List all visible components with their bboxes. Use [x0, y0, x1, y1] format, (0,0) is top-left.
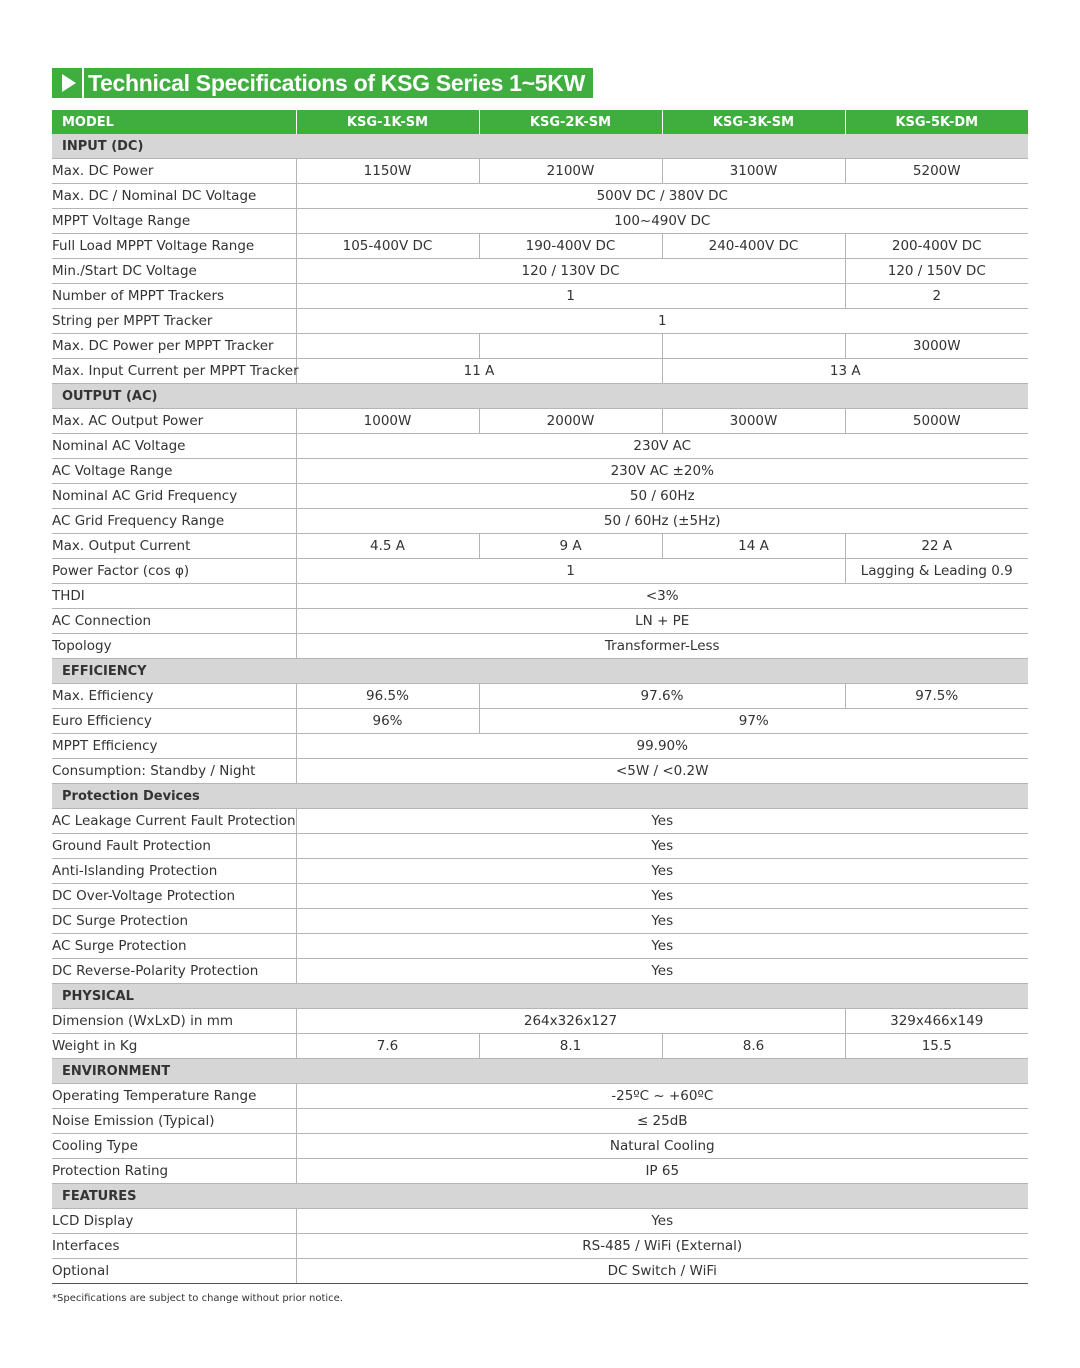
- spec-label: AC Voltage Range: [52, 459, 296, 484]
- table-row: [52, 884, 1028, 909]
- spec-label: Ground Fault Protection: [52, 834, 296, 859]
- spec-value: 3000W: [845, 334, 1028, 359]
- spec-label: AC Surge Protection: [52, 934, 296, 959]
- spec-value: Yes: [296, 1209, 1028, 1234]
- spec-label: Power Factor (cos φ): [52, 559, 296, 584]
- spec-value: Yes: [296, 859, 1028, 884]
- spec-label: LCD Display: [52, 1209, 296, 1234]
- spec-value: Lagging & Leading 0.9: [845, 559, 1028, 584]
- spec-value: 9 A: [479, 534, 662, 559]
- spec-value: 8.1: [479, 1034, 662, 1059]
- spec-label: Max. Efficiency: [52, 684, 296, 709]
- table-row: [52, 434, 1028, 459]
- spec-label: Euro Efficiency: [52, 709, 296, 734]
- table-row: [52, 459, 1028, 484]
- spec-value: Yes: [296, 834, 1028, 859]
- spec-value: ≤ 25dB: [296, 1109, 1028, 1134]
- table-row: [52, 734, 1028, 759]
- section-title: FEATURES: [52, 1184, 1028, 1209]
- spec-label: Nominal AC Voltage: [52, 434, 296, 459]
- table-row: [52, 184, 1028, 209]
- spec-value: 96%: [296, 709, 479, 734]
- spec-label: DC Surge Protection: [52, 909, 296, 934]
- spec-value: 5000W: [845, 409, 1028, 434]
- table-row: [52, 584, 1028, 609]
- spec-value: 97.5%: [845, 684, 1028, 709]
- table-row: [52, 334, 1028, 359]
- model-column-header: KSG-5K-DM: [845, 110, 1028, 134]
- spec-value: 50 / 60Hz: [296, 484, 1028, 509]
- spec-value: 2: [845, 284, 1028, 309]
- section-header-row: [52, 384, 1028, 409]
- spec-label: Max. Input Current per MPPT Tracker: [52, 359, 296, 384]
- spec-value: 1000W: [296, 409, 479, 434]
- spec-label: Min./Start DC Voltage: [52, 259, 296, 284]
- spec-value: 264x326x127: [296, 1009, 845, 1034]
- spec-value: 97.6%: [479, 684, 845, 709]
- section-title: Protection Devices: [52, 784, 1028, 809]
- spec-value: 105-400V DC: [296, 234, 479, 259]
- spec-value: 120 / 150V DC: [845, 259, 1028, 284]
- footnote: *Specifications are subject to change without prior notice.: [52, 1293, 343, 1304]
- spec-label: Number of MPPT Trackers: [52, 284, 296, 309]
- table-row: [52, 609, 1028, 634]
- spec-value: RS-485 / WiFi (External): [296, 1234, 1028, 1259]
- spec-value: 190-400V DC: [479, 234, 662, 259]
- spec-value: 11 A: [296, 359, 662, 384]
- table-row: [52, 1159, 1028, 1184]
- model-column-header: KSG-1K-SM: [296, 110, 479, 134]
- table-row: [52, 409, 1028, 434]
- spec-value: 329x466x149: [845, 1009, 1028, 1034]
- spec-value: 500V DC / 380V DC: [296, 184, 1028, 209]
- table-row: [52, 634, 1028, 659]
- table-row: [52, 859, 1028, 884]
- table-row: [52, 1259, 1028, 1284]
- table-row: [52, 209, 1028, 234]
- table-row: [52, 1084, 1028, 1109]
- table-row: [52, 959, 1028, 984]
- spec-value: IP 65: [296, 1159, 1028, 1184]
- spec-value: 4.5 A: [296, 534, 479, 559]
- table-row: [52, 684, 1028, 709]
- spec-label: Dimension (WxLxD) in mm: [52, 1009, 296, 1034]
- spec-value: 5200W: [845, 159, 1028, 184]
- spec-value: Yes: [296, 934, 1028, 959]
- spec-value: 230V AC: [296, 434, 1028, 459]
- spec-label: Cooling Type: [52, 1134, 296, 1159]
- table-row: [52, 759, 1028, 784]
- spec-value: Natural Cooling: [296, 1134, 1028, 1159]
- table-row: [52, 1134, 1028, 1159]
- spec-label: Consumption: Standby / Night: [52, 759, 296, 784]
- spec-value: 13 A: [662, 359, 1028, 384]
- section-header-row: [52, 1184, 1028, 1209]
- spec-label: Interfaces: [52, 1234, 296, 1259]
- model-column-header: KSG-3K-SM: [662, 110, 845, 134]
- table-row: [52, 709, 1028, 734]
- spec-label: AC Grid Frequency Range: [52, 509, 296, 534]
- table-row: [52, 809, 1028, 834]
- spec-value: [662, 334, 845, 359]
- spec-value: 3000W: [662, 409, 845, 434]
- spec-label: Max. DC Power: [52, 159, 296, 184]
- spec-value: <3%: [296, 584, 1028, 609]
- spec-value: 96.5%: [296, 684, 479, 709]
- spec-label: MPPT Voltage Range: [52, 209, 296, 234]
- section-title: INPUT (DC): [52, 134, 1028, 159]
- spec-label: String per MPPT Tracker: [52, 309, 296, 334]
- spec-value: [479, 334, 662, 359]
- table-row: [52, 1109, 1028, 1134]
- spec-value: Transformer-Less: [296, 634, 1028, 659]
- table-row: [52, 159, 1028, 184]
- spec-label: Topology: [52, 634, 296, 659]
- spec-value: 100~490V DC: [296, 209, 1028, 234]
- model-column-header: KSG-2K-SM: [479, 110, 662, 134]
- spec-value: Yes: [296, 909, 1028, 934]
- table-row: [52, 1234, 1028, 1259]
- section-title: OUTPUT (AC): [52, 384, 1028, 409]
- table-row: [52, 309, 1028, 334]
- spec-label: Operating Temperature Range: [52, 1084, 296, 1109]
- section-header-row: [52, 1059, 1028, 1084]
- section-title: PHYSICAL: [52, 984, 1028, 1009]
- table-row: [52, 284, 1028, 309]
- page-title: [52, 68, 593, 98]
- table-row: [52, 934, 1028, 959]
- section-title: EFFICIENCY: [52, 659, 1028, 684]
- spec-label: Full Load MPPT Voltage Range: [52, 234, 296, 259]
- table-header-row: [52, 110, 1028, 134]
- spec-label: Max. DC Power per MPPT Tracker: [52, 334, 296, 359]
- spec-label: Max. Output Current: [52, 534, 296, 559]
- spec-label: Optional: [52, 1259, 296, 1284]
- spec-value: [296, 334, 479, 359]
- spec-value: -25ºC ~ +60ºC: [296, 1084, 1028, 1109]
- table-row: [52, 534, 1028, 559]
- table-row: [52, 509, 1028, 534]
- spec-label: AC Leakage Current Fault Protection: [52, 809, 296, 834]
- spec-label: Noise Emission (Typical): [52, 1109, 296, 1134]
- spec-value: 240-400V DC: [662, 234, 845, 259]
- spec-label: MPPT Efficiency: [52, 734, 296, 759]
- section-header-row: [52, 659, 1028, 684]
- table-row: [52, 1034, 1028, 1059]
- spec-value: Yes: [296, 959, 1028, 984]
- spec-value: 97%: [479, 709, 1028, 734]
- section-header-row: [52, 984, 1028, 1009]
- spec-value: 7.6: [296, 1034, 479, 1059]
- spec-label: AC Connection: [52, 609, 296, 634]
- spec-value: 99.90%: [296, 734, 1028, 759]
- model-header: MODEL: [52, 110, 296, 134]
- spec-value: Yes: [296, 809, 1028, 834]
- spec-value: 1: [296, 284, 845, 309]
- spec-value: 230V AC ±20%: [296, 459, 1028, 484]
- table-row: [52, 234, 1028, 259]
- spec-label: Protection Rating: [52, 1159, 296, 1184]
- spec-value: 200-400V DC: [845, 234, 1028, 259]
- table-row: [52, 484, 1028, 509]
- spec-value: 22 A: [845, 534, 1028, 559]
- table-row: [52, 1009, 1028, 1034]
- spec-value: 1: [296, 559, 845, 584]
- spec-label: DC Over-Voltage Protection: [52, 884, 296, 909]
- section-header-row: [52, 784, 1028, 809]
- spec-value: <5W / <0.2W: [296, 759, 1028, 784]
- spec-value: 120 / 130V DC: [296, 259, 845, 284]
- spec-value: 3100W: [662, 159, 845, 184]
- section-header-row: [52, 134, 1028, 159]
- table-row: [52, 559, 1028, 584]
- spec-value: DC Switch / WiFi: [296, 1259, 1028, 1284]
- spec-value: LN + PE: [296, 609, 1028, 634]
- spec-value: 8.6: [662, 1034, 845, 1059]
- spec-label: DC Reverse-Polarity Protection: [52, 959, 296, 984]
- spec-label: Anti-Islanding Protection: [52, 859, 296, 884]
- spec-label: THDI: [52, 584, 296, 609]
- spec-value: 1150W: [296, 159, 479, 184]
- table-row: [52, 1209, 1028, 1234]
- spec-table-body: [52, 134, 1028, 1284]
- spec-value: 15.5: [845, 1034, 1028, 1059]
- table-row: [52, 834, 1028, 859]
- table-row: [52, 909, 1028, 934]
- spec-table: [52, 110, 1028, 1284]
- spec-value: Yes: [296, 884, 1028, 909]
- play-arrow-icon: [52, 68, 82, 98]
- spec-value: 1: [296, 309, 1028, 334]
- table-row: [52, 259, 1028, 284]
- spec-value: 2100W: [479, 159, 662, 184]
- table-row: [52, 359, 1028, 384]
- title-text: Technical Specifications of KSG Series 1~5KW: [84, 68, 593, 98]
- section-title: ENVIRONMENT: [52, 1059, 1028, 1084]
- spec-value: 14 A: [662, 534, 845, 559]
- spec-label: Max. DC / Nominal DC Voltage: [52, 184, 296, 209]
- spec-value: 50 / 60Hz (±5Hz): [296, 509, 1028, 534]
- spec-label: Max. AC Output Power: [52, 409, 296, 434]
- spec-label: Weight in Kg: [52, 1034, 296, 1059]
- spec-value: 2000W: [479, 409, 662, 434]
- spec-label: Nominal AC Grid Frequency: [52, 484, 296, 509]
